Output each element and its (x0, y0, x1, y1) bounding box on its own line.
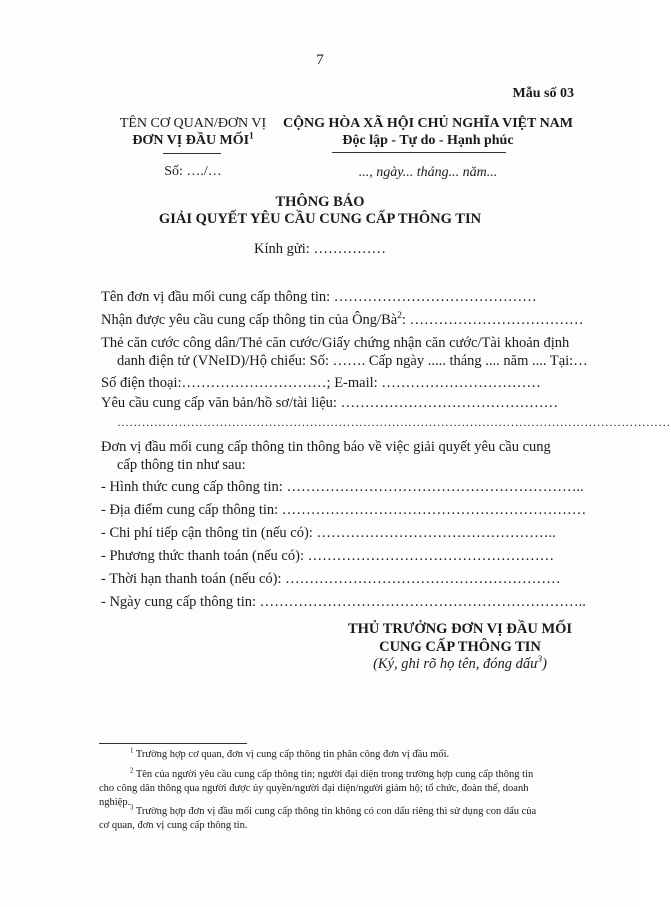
field-phone-email: Số điện thoại:…………………………; E-mail: …………………………… (101, 375, 541, 391)
signature-instruction: (Ký, ghi rõ họ tên, đóng dấu$^3$) (373, 655, 547, 672)
footnote-1: $^1$ Trường hợp cơ quan, đơn vị cung cấp thông tin phân công đơn vị đầu mối. (130, 747, 450, 760)
item-access-cost: - Chi phí tiếp cận thông tin (nếu có): ………………………………………….. (101, 525, 556, 541)
signer-title-line-1: THỦ TRƯỞNG ĐƠN VỊ ĐẦU MỐI (347, 621, 573, 637)
notice-intro-line-2: cấp thông tin như sau: (117, 457, 246, 473)
footnote-3-cont: cơ quan, đơn vị cung cấp thông tin. (99, 820, 248, 831)
item-payment-method: - Phương thức thanh toán (nếu có): …………………………………………… (101, 548, 555, 564)
blank-dotted-line: ……………………………………………………………………………………………………………………… (117, 415, 671, 429)
item-delivery-date: - Ngày cung cấp thông tin: ………………………………………………………….. (101, 594, 586, 610)
recipient-line: Kính gửi: …………… (254, 241, 386, 257)
signer-title-line-2: CUNG CẤP THÔNG TIN (379, 639, 541, 655)
item-delivery-form: - Hình thức cung cấp thông tin: …………………………………………………….. (101, 479, 584, 495)
field-requester: Nhận được yêu cầu cung cấp thông tin của Ông/$Bà^2$: ……………………………… (101, 311, 584, 328)
footnote-2-cont: cho công dân thông qua người được ủy quyền/người đại diện/người giám hộ; tổ chức, đoàn thể, doanh (99, 783, 529, 794)
agency-name: TÊN CƠ QUAN/ĐƠN VỊ (119, 116, 267, 131)
date-line: ..., ngày... tháng... năm... (358, 165, 498, 180)
item-delivery-place: - Địa điểm cung cấp thông tin: ……………………………………………………… (101, 502, 587, 518)
footnote-2-end: nghiệp. (99, 797, 131, 808)
document-title: THÔNG BÁO (275, 194, 365, 210)
footnote-ref-1: 1 (249, 130, 254, 141)
motto-underline (332, 152, 506, 153)
field-unit-name: Tên đơn vị đầu mối cung cấp thông tin: …………………………………… (101, 289, 537, 305)
notice-intro-line-1: Đơn vị đầu mối cung cấp thông tin thông báo về việc giải quyết yêu cầu cung (101, 439, 551, 455)
field-requested-documents: Yêu cầu cung cấp văn bản/hồ sơ/tài liệu: ……………………………………… (101, 395, 559, 411)
country-name: CỘNG HÒA XÃ HỘI CHỦ NGHĨA VIỆT NAM (282, 116, 573, 131)
item-payment-deadline: - Thời hạn thanh toán (nếu có): ………………………………………………… (101, 571, 561, 587)
field-id-line-1: Thẻ căn cước công dân/Thẻ căn cước/Giấy chứng nhận căn cước/Tài khoản định (101, 335, 570, 351)
focal-unit-heading: ĐƠN VỊ ĐẦU MỐI$^1$ (132, 130, 254, 148)
footnote-2: $^2$ Tên của người yêu cầu cung cấp thông tin; người đại diện trong trường hợp cung cấp thông tin (130, 767, 534, 780)
agency-underline (163, 153, 221, 154)
form-number: Mẫu số 03 (512, 86, 574, 101)
document-subtitle: GIẢI QUYẾT YÊU CẦU CUNG CẤP THÔNG TIN (158, 211, 482, 227)
footnote-ref-2: 2 (397, 311, 402, 322)
footnote-separator (99, 743, 247, 744)
footnote-3: $^3$ Trường hợp đơn vị đầu mối cung cấp thông tin không có con dấu riêng thì sử dụng con dấu của (130, 804, 537, 817)
page-number: 7 (316, 52, 324, 68)
footnote-ref-3: 3 (537, 655, 543, 666)
field-id-line-2: danh điện tử (VNeID)/Hộ chiếu: Số: ……. Cấp ngày ..... tháng .... năm .... Tại:… (117, 353, 588, 369)
document-number: Số: …./… (164, 164, 222, 179)
national-motto: Độc lập - Tự do - Hạnh phúc (342, 133, 514, 148)
